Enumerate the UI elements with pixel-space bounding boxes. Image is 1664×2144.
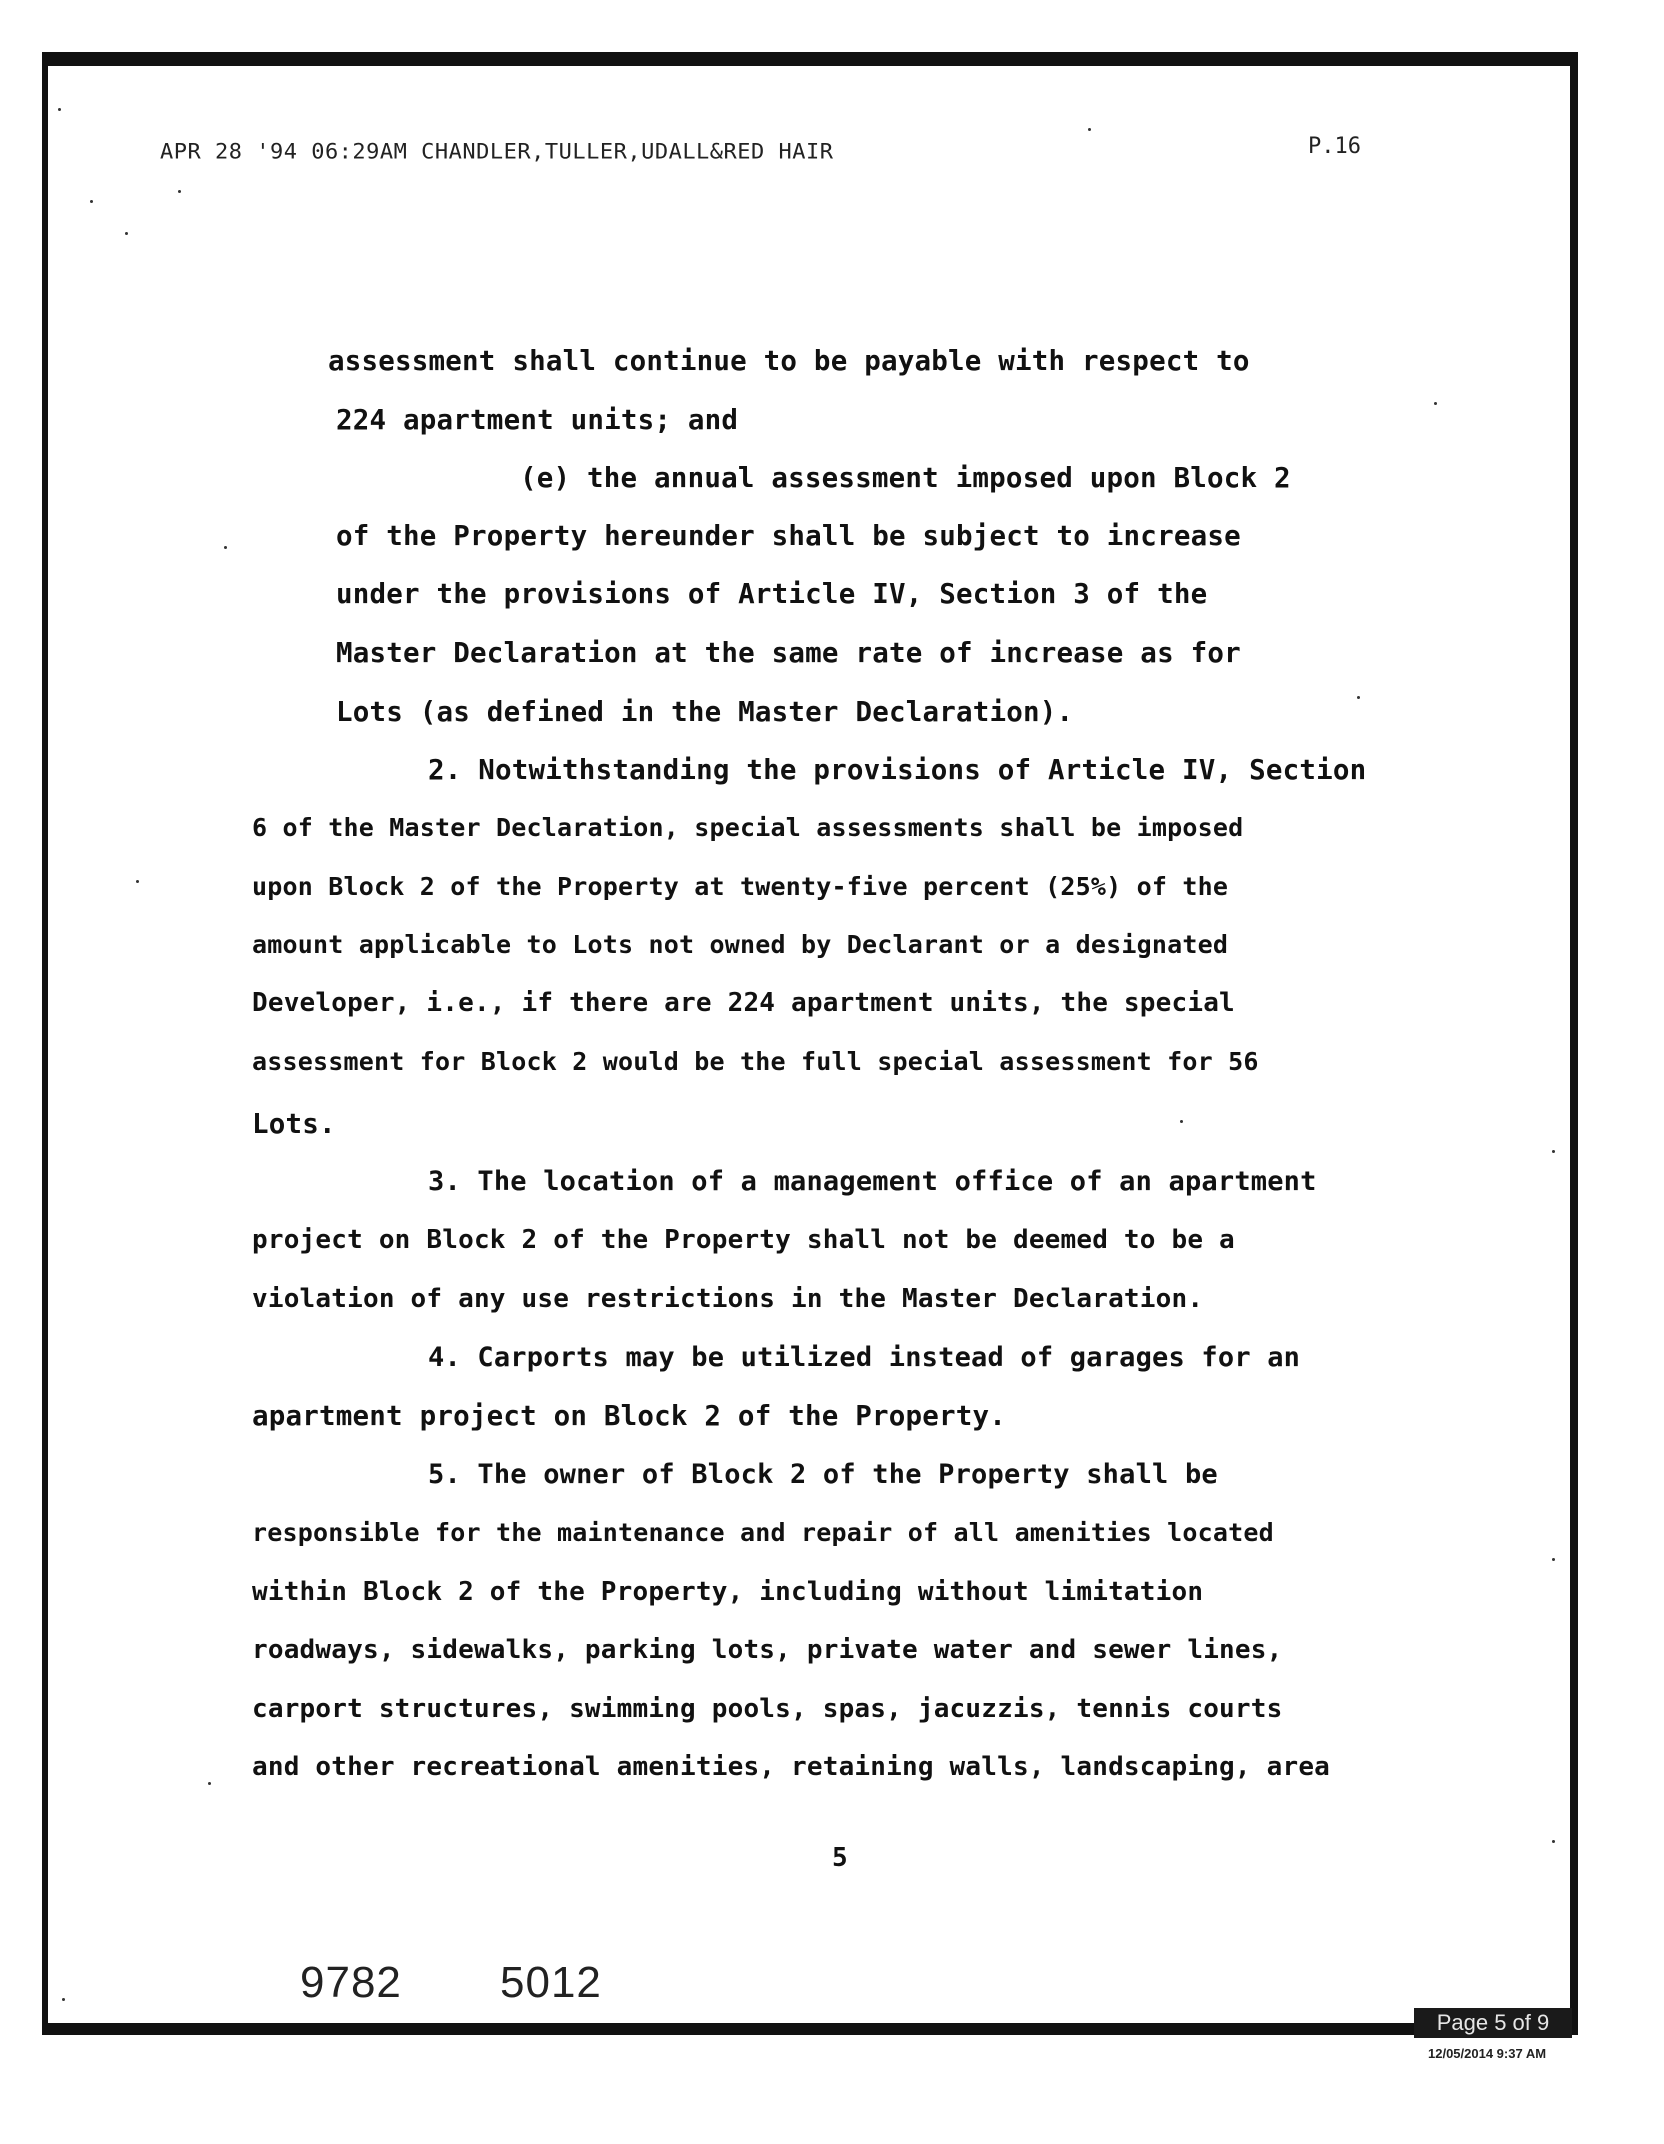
scan-speck: [90, 200, 93, 203]
body-line: carport structures, swimming pools, spas, jacuzzis, tennis courts: [252, 1694, 1283, 1724]
body-line: Lots (as defined in the Master Declaration).: [336, 696, 1074, 728]
scan-speck: [1552, 1558, 1555, 1561]
body-line: upon Block 2 of the Property at twenty-five percent (25%) of the: [252, 872, 1229, 901]
fax-page-number: P.16: [1308, 134, 1361, 159]
body-line: project on Block 2 of the Property shall not be deemed to be a: [252, 1225, 1235, 1255]
body-line: Lots.: [252, 1108, 336, 1140]
body-line: responsible for the maintenance and repair of all amenities located: [252, 1518, 1274, 1547]
body-line: 224 apartment units; and: [336, 404, 739, 436]
body-line: roadways, sidewalks, parking lots, private water and sewer lines,: [252, 1635, 1283, 1665]
record-page-number: 5012: [500, 1958, 602, 2007]
page-number: 5: [832, 1843, 848, 1873]
scan-speck: [1552, 1840, 1555, 1843]
body-line: of the Property hereunder shall be subject to increase: [336, 520, 1241, 552]
body-line: within Block 2 of the Property, including without limitation: [252, 1577, 1204, 1607]
scan-speck: [1357, 696, 1360, 699]
body-line: 5. The owner of Block 2 of the Property shall be: [428, 1459, 1218, 1490]
scan-speck: [1088, 128, 1091, 131]
scan-speck: [178, 190, 181, 193]
body-line: Master Declaration at the same rate of increase as for: [336, 637, 1241, 669]
scan-speck: [224, 546, 227, 549]
scan-speck: [58, 108, 61, 111]
body-line: violation of any use restrictions in the Master Declaration.: [252, 1284, 1204, 1314]
body-line: 6 of the Master Declaration, special assessments shall be imposed: [252, 813, 1244, 842]
body-line: Developer, i.e., if there are 224 apartment units, the special: [252, 988, 1235, 1018]
body-line: amount applicable to Lots not owned by Declarant or a designated: [252, 930, 1229, 959]
body-line: under the provisions of Article IV, Section 3 of the: [336, 578, 1208, 610]
body-line: and other recreational amenities, retaining walls, landscaping, area: [252, 1752, 1331, 1782]
scan-speck: [208, 1782, 211, 1785]
scan-speck: [125, 232, 128, 235]
scan-speck: [62, 1998, 65, 2001]
body-line: 4. Carports may be utilized instead of garages for an: [428, 1342, 1301, 1373]
scan-speck: [136, 880, 139, 883]
print-timestamp: 12/05/2014 9:37 AM: [1428, 2046, 1547, 2061]
body-line: assessment for Block 2 would be the full special assessment for 56: [252, 1047, 1259, 1076]
fax-header-line: APR 28 '94 06:29AM CHANDLER,TULLER,UDALL&RED HAIR: [160, 140, 834, 165]
scan-speck: [1552, 1150, 1555, 1153]
scan-speck: [1434, 402, 1437, 405]
body-line: apartment project on Block 2 of the Property.: [252, 1400, 1007, 1432]
record-book-number: 9782: [300, 1958, 402, 2007]
scan-speck: [1180, 1120, 1183, 1123]
body-line: assessment shall continue to be payable with respect to: [328, 345, 1250, 377]
body-line: 2. Notwithstanding the provisions of Article IV, Section: [428, 754, 1367, 786]
body-line: (e) the annual assessment imposed upon Block 2: [520, 462, 1291, 494]
page-count-badge: Page 5 of 9: [1414, 2008, 1572, 2038]
body-line: 3. The location of a management office of an apartment: [428, 1166, 1317, 1197]
